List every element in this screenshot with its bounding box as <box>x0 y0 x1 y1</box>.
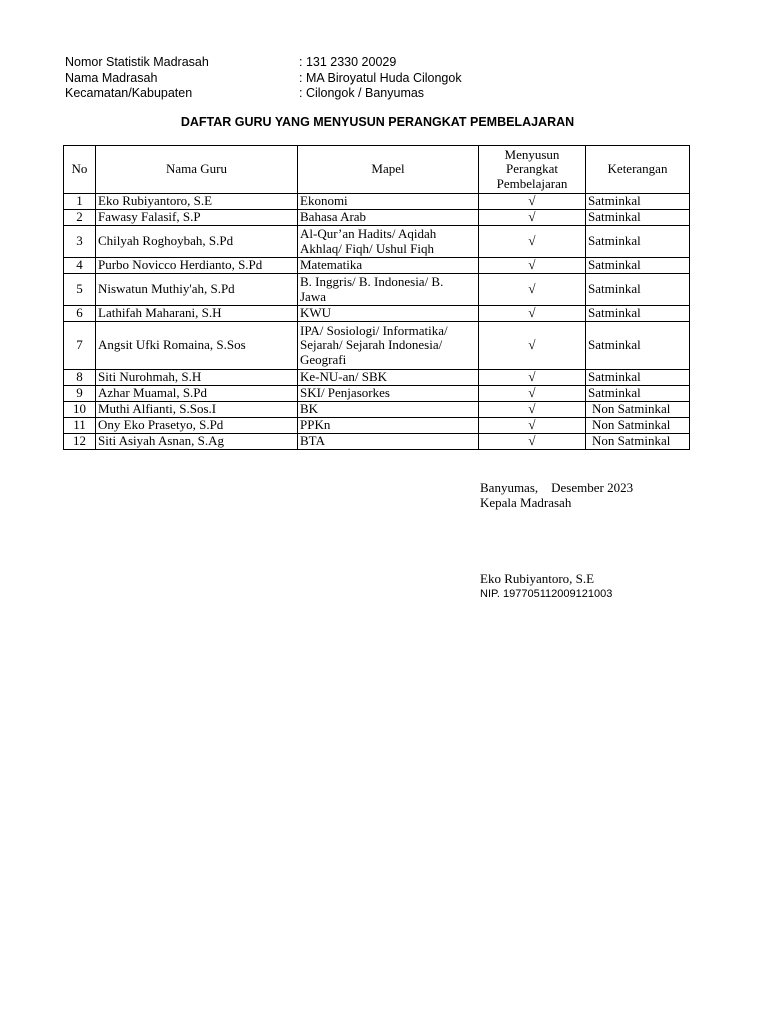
cell-mapel <box>298 306 479 322</box>
cell-nama: Fawasy Falasif, S.P <box>96 210 298 226</box>
signature-place-date: Banyumas, Desember 2023 <box>480 480 634 495</box>
signature-position: Kepala Madrasah <box>480 495 572 510</box>
cell-check: √ <box>479 370 586 386</box>
info-value: : Cilongok / Banyumas <box>299 86 425 100</box>
cell-no: 5 <box>64 274 96 306</box>
info-row <box>65 55 462 71</box>
info-label: Nomor Statistik Madrasah <box>65 55 209 69</box>
cell-keterangan: Satminkal <box>586 258 690 274</box>
header-no: No <box>64 146 96 194</box>
cell-mapel <box>298 370 479 386</box>
mapel-line: Sejarah/ Sejarah Indonesia/ <box>300 337 443 353</box>
cell-mapel <box>298 210 479 226</box>
cell-check: √ <box>479 418 586 434</box>
cell-no: 12 <box>64 434 96 450</box>
header-menyusun <box>479 146 586 194</box>
cell-no: 6 <box>64 306 96 322</box>
mapel-line: Bahasa Arab <box>300 209 367 225</box>
header-mapel: Mapel <box>298 146 479 194</box>
cell-check: √ <box>479 274 586 306</box>
teacher-table <box>63 145 690 450</box>
table-row <box>64 434 690 450</box>
info-row <box>65 71 462 87</box>
mapel-line: KWU <box>300 305 332 321</box>
cell-mapel <box>298 434 479 450</box>
mapel-line: BK <box>300 401 319 417</box>
cell-check: √ <box>479 194 586 210</box>
cell-nama: Eko Rubiyantoro, S.E <box>96 194 298 210</box>
mapel-line: BTA <box>300 433 325 449</box>
info-value: : 131 2330 20029 <box>299 55 397 69</box>
cell-check: √ <box>479 258 586 274</box>
cell-check: √ <box>479 386 586 402</box>
cell-no: 7 <box>64 322 96 370</box>
mapel-line: Akhlaq/ Fiqh/ Ushul Fiqh <box>300 240 434 256</box>
table-header-row <box>64 146 690 194</box>
mapel-line: Matematika <box>300 257 363 273</box>
cell-keterangan: Satminkal <box>586 386 690 402</box>
cell-mapel <box>298 322 479 370</box>
document-title: DAFTAR GURU YANG MENYUSUN PERANGKAT PEMBELAJARAN <box>180 115 575 129</box>
cell-nama: Niswatun Muthiy'ah, S.Pd <box>96 274 298 306</box>
cell-no: 2 <box>64 210 96 226</box>
cell-nama: Muthi Alfianti, S.Sos.I <box>96 402 298 418</box>
table-row <box>64 322 690 370</box>
table-row <box>64 418 690 434</box>
cell-nama: Azhar Muamal, S.Pd <box>96 386 298 402</box>
header-menyusun-line: Perangkat <box>506 161 558 177</box>
cell-nama: Angsit Ufki Romaina, S.Sos <box>96 322 298 370</box>
cell-keterangan: Satminkal <box>586 322 690 370</box>
header-keterangan: Keterangan <box>586 146 690 194</box>
cell-mapel <box>298 258 479 274</box>
header-nama-guru: Nama Guru <box>96 146 298 194</box>
cell-mapel <box>298 386 479 402</box>
cell-nama: Chilyah Roghoybah, S.Pd <box>96 226 298 258</box>
table-row <box>64 226 690 258</box>
cell-nama: Ony Eko Prasetyo, S.Pd <box>96 418 298 434</box>
mapel-line: Geografi <box>300 351 347 367</box>
info-row <box>65 86 462 102</box>
cell-nama: Lathifah Maharani, S.H <box>96 306 298 322</box>
cell-nama: Siti Nurohmah, S.H <box>96 370 298 386</box>
table-row <box>64 306 690 322</box>
cell-mapel <box>298 274 479 306</box>
cell-keterangan: Satminkal <box>586 226 690 258</box>
table-row <box>64 274 690 306</box>
header-menyusun-line: Menyusun <box>504 146 560 162</box>
table-row <box>64 386 690 402</box>
cell-keterangan: Satminkal <box>586 194 690 210</box>
cell-keterangan: Satminkal <box>586 306 690 322</box>
info-value: : MA Biroyatul Huda Cilongok <box>299 70 462 85</box>
info-label: Kecamatan/Kabupaten <box>65 86 193 100</box>
school-info <box>65 55 462 102</box>
mapel-line: Ke-NU-an/ SBK <box>300 369 388 385</box>
signature-nip: NIP. 197705112009121003 <box>480 588 613 600</box>
mapel-line: PPKn <box>300 417 331 433</box>
mapel-line: SKI/ Penjasorkes <box>300 385 390 401</box>
mapel-line: Ekonomi <box>300 193 348 209</box>
info-label: Nama Madrasah <box>65 70 158 85</box>
cell-keterangan: Non Satminkal <box>586 434 690 450</box>
header-menyusun-line: Pembelajaran <box>496 175 568 191</box>
cell-no: 10 <box>64 402 96 418</box>
cell-mapel <box>298 194 479 210</box>
mapel-line: Al-Qur’an Hadits/ Aqidah <box>300 226 437 241</box>
table-row <box>64 258 690 274</box>
cell-mapel <box>298 418 479 434</box>
cell-nama: Purbo Novicco Herdianto, S.Pd <box>96 258 298 274</box>
cell-keterangan: Satminkal <box>586 274 690 306</box>
cell-keterangan: Non Satminkal <box>586 402 690 418</box>
cell-mapel <box>298 402 479 418</box>
cell-keterangan: Satminkal <box>586 210 690 226</box>
cell-check: √ <box>479 402 586 418</box>
table-row <box>64 402 690 418</box>
cell-no: 8 <box>64 370 96 386</box>
cell-mapel <box>298 226 479 258</box>
cell-no: 1 <box>64 194 96 210</box>
table-row <box>64 194 690 210</box>
cell-nama: Siti Asiyah Asnan, S.Ag <box>96 434 298 450</box>
cell-keterangan: Non Satminkal <box>586 418 690 434</box>
cell-check: √ <box>479 210 586 226</box>
table-row <box>64 210 690 226</box>
cell-check: √ <box>479 322 586 370</box>
cell-no: 11 <box>64 418 96 434</box>
cell-no: 3 <box>64 226 96 258</box>
cell-check: √ <box>479 306 586 322</box>
cell-no: 4 <box>64 258 96 274</box>
cell-no: 9 <box>64 386 96 402</box>
table-row <box>64 370 690 386</box>
mapel-line: Jawa <box>300 288 326 304</box>
cell-check: √ <box>479 226 586 258</box>
mapel-line: IPA/ Sosiologi/ Informatika/ <box>300 322 448 338</box>
signature-name: Eko Rubiyantoro, S.E <box>480 571 595 586</box>
cell-keterangan: Satminkal <box>586 370 690 386</box>
mapel-line: B. Inggris/ B. Indonesia/ B. <box>300 274 444 289</box>
cell-check: √ <box>479 434 586 450</box>
